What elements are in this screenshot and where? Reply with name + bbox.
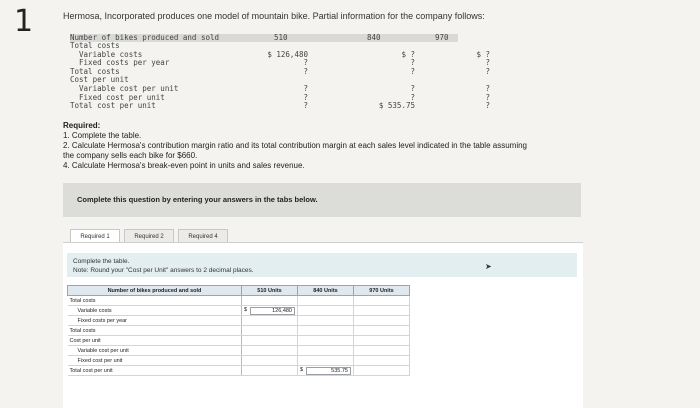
- row-label: Total costs: [68, 296, 242, 306]
- answer-cell[interactable]: [354, 336, 410, 346]
- answer-cell[interactable]: [354, 366, 410, 376]
- given-row-value: ?: [485, 58, 490, 68]
- given-col-510: 510: [274, 33, 288, 42]
- given-header-label: Number of bikes produced and sold: [70, 33, 220, 42]
- table-row: [68, 326, 410, 336]
- given-row-value: ?: [303, 58, 308, 68]
- given-row-value: ?: [410, 84, 415, 93]
- tab-required-1[interactable]: Required 1: [70, 229, 120, 243]
- row-label: Total cost per unit: [68, 366, 242, 376]
- row-label: Variable cost per unit: [68, 346, 242, 356]
- given-row-label: Cost per unit: [70, 75, 129, 85]
- given-row-label: Total cost per unit: [70, 101, 156, 111]
- answer-cell[interactable]: [354, 296, 410, 306]
- answer-cell[interactable]: [242, 306, 298, 316]
- answer-cell[interactable]: [298, 316, 354, 326]
- answer-table-header: [68, 286, 410, 296]
- given-row-label: Fixed costs per year: [70, 58, 170, 68]
- given-row-value: $ ?: [476, 49, 490, 59]
- answer-cell[interactable]: [354, 306, 410, 316]
- answer-cell[interactable]: [354, 316, 410, 326]
- given-row-label: Variable costs: [70, 49, 143, 59]
- header-510-units: 510 Units: [242, 286, 298, 296]
- answer-cell[interactable]: [354, 346, 410, 356]
- answer-cell[interactable]: [242, 316, 298, 326]
- given-row-value: ?: [303, 84, 308, 93]
- instruction-box: [63, 183, 581, 217]
- given-data-table: [70, 31, 490, 111]
- given-row-value: ?: [410, 66, 415, 76]
- answer-cell[interactable]: [242, 346, 298, 356]
- required-item-2-cont: the company sells each bike for $660.: [63, 151, 198, 160]
- given-col-970: 970: [435, 33, 449, 42]
- table-row: [68, 366, 410, 376]
- required-section: [63, 121, 527, 171]
- row-label: Variable costs: [68, 306, 242, 316]
- note-box: [67, 253, 577, 277]
- given-row-label: Total costs: [70, 66, 120, 76]
- instruction-text: Complete this question by entering your answers in the tabs below.: [77, 195, 318, 204]
- answer-cell[interactable]: [298, 336, 354, 346]
- table-row: [68, 306, 410, 316]
- table-row: [68, 346, 410, 356]
- tab-required-4[interactable]: Required 4: [178, 229, 228, 243]
- currency-symbol: $: [244, 307, 248, 313]
- answer-table: [67, 285, 410, 376]
- given-row-value: ?: [485, 66, 490, 76]
- tab-required-2[interactable]: Required 2: [124, 229, 174, 243]
- row-label: Total costs: [68, 326, 242, 336]
- answer-cell[interactable]: [354, 356, 410, 366]
- answer-cell[interactable]: [242, 366, 298, 376]
- answer-cell[interactable]: [298, 296, 354, 306]
- answer-value: 126,480: [272, 308, 292, 314]
- answer-cell[interactable]: [354, 326, 410, 336]
- answer-panel: [63, 242, 583, 408]
- answer-cell[interactable]: [298, 306, 354, 316]
- note-line-2: Note: Round your "Cost per Unit" answers to 2 decimal places.: [73, 267, 254, 274]
- given-row-value: $ 126,480: [267, 49, 308, 59]
- answer-cell[interactable]: [242, 356, 298, 366]
- intro-text: Hermosa, Incorporated produces one model of mountain bike. Partial information for the company follows:: [63, 11, 485, 21]
- given-row-value: ?: [303, 66, 308, 76]
- given-row-value: ?: [410, 92, 415, 102]
- given-row-value: ?: [485, 92, 490, 102]
- given-row-value: ?: [485, 84, 490, 93]
- row-label: Fixed costs per year: [68, 316, 242, 326]
- given-row-value: ?: [303, 92, 308, 102]
- question-number: 1: [14, 4, 34, 39]
- table-row: [68, 316, 410, 326]
- answer-cell[interactable]: [242, 336, 298, 346]
- given-row-label: Variable cost per unit: [70, 84, 179, 93]
- required-item-2: 2. Calculate Hermosa's contribution margin ratio and its total contribution margin at each sales level indicated in the table assuming: [63, 141, 527, 150]
- header-970-units: 970 Units: [354, 286, 410, 296]
- row-label: Cost per unit: [68, 336, 242, 346]
- answer-cell[interactable]: [298, 356, 354, 366]
- given-col-840: 840: [367, 33, 381, 42]
- given-row-label: Fixed cost per unit: [70, 92, 165, 102]
- answer-cell[interactable]: [298, 326, 354, 336]
- given-row-value: ?: [485, 101, 490, 111]
- row-label: Fixed cost per unit: [68, 356, 242, 366]
- table-row: [68, 336, 410, 346]
- mouse-cursor-icon: ➤: [485, 262, 492, 271]
- required-item-1: 1. Complete the table.: [63, 131, 142, 140]
- currency-symbol: $: [300, 367, 304, 373]
- table-row: [68, 356, 410, 366]
- given-row-value: ?: [410, 58, 415, 68]
- required-title: Required:: [63, 121, 101, 130]
- answer-cell[interactable]: [298, 346, 354, 356]
- given-row-label: Total costs: [70, 41, 120, 50]
- given-row-value: $ ?: [401, 49, 415, 59]
- header-840-units: 840 Units: [298, 286, 354, 296]
- note-line-1: Complete the table.: [73, 258, 130, 265]
- answer-cell[interactable]: [242, 326, 298, 336]
- given-row-value: $ 535.75: [378, 101, 415, 111]
- answer-input[interactable]: [306, 367, 351, 375]
- required-item-4: 4. Calculate Hermosa's break-even point in units and sales revenue.: [63, 161, 305, 170]
- answer-input[interactable]: [250, 307, 295, 315]
- answer-cell[interactable]: [298, 366, 354, 376]
- table-row: [68, 296, 410, 306]
- header-label: Number of bikes produced and sold: [68, 286, 242, 296]
- given-row-value: ?: [303, 101, 308, 111]
- answer-cell[interactable]: [242, 296, 298, 306]
- answer-value: 535.75: [331, 368, 348, 374]
